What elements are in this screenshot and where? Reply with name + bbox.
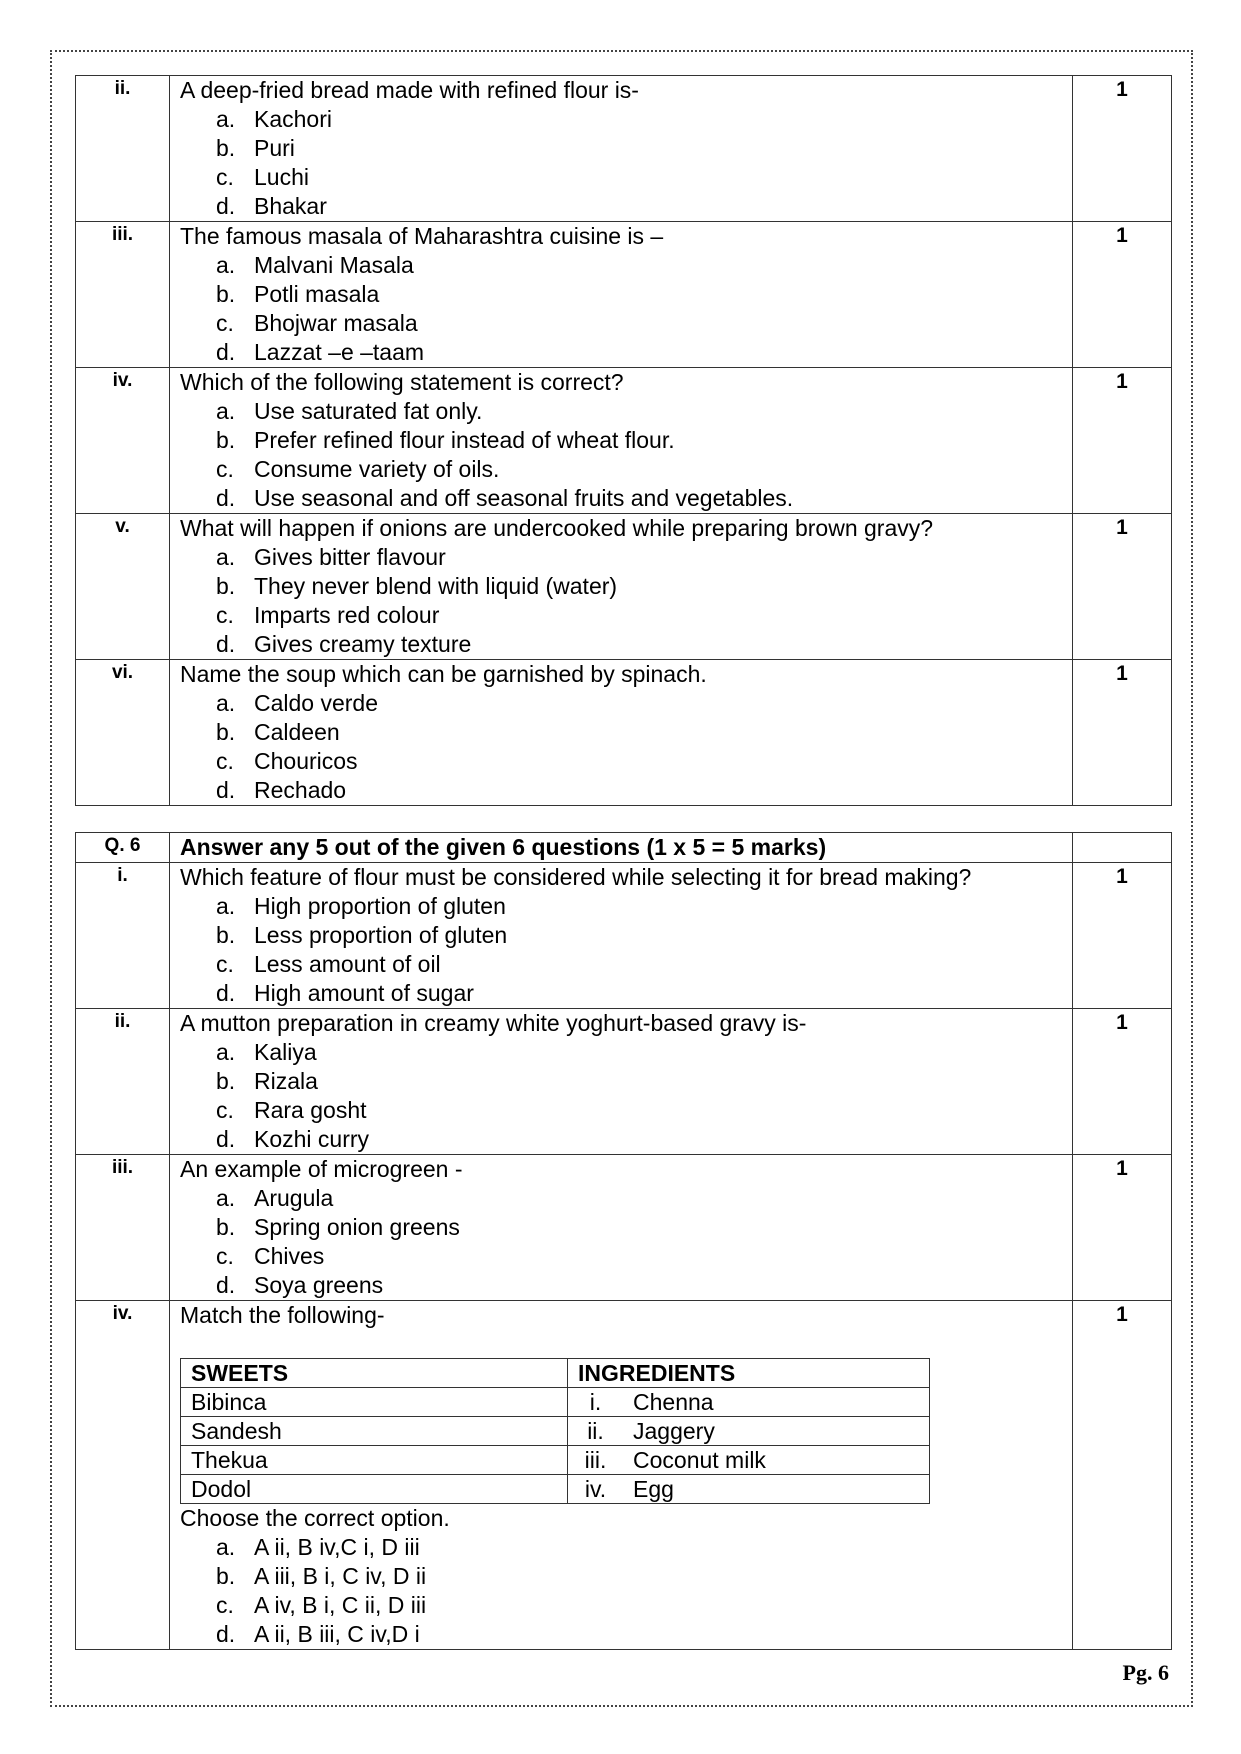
match-header-row [181, 1359, 930, 1388]
question-text: An example of microgreen - [180, 1156, 463, 1182]
option-letter: b. [216, 1563, 236, 1589]
question-row [76, 222, 1172, 368]
option-text: A ii, B iii, C iv,D i [254, 1621, 420, 1647]
option-text: Imparts red colour [254, 602, 440, 628]
option-item [216, 1242, 1072, 1271]
question-row [76, 1009, 1172, 1155]
question-marks: 1 [1073, 222, 1172, 368]
option-text: Potli masala [254, 281, 380, 307]
page-number: Pg. 6 [1122, 1660, 1169, 1685]
question-text: A mutton preparation in creamy white yoghurt-based gravy is- [180, 1010, 807, 1036]
match-roman: ii. [568, 1417, 624, 1446]
option-letter: b. [216, 1214, 236, 1240]
option-text: Rechado [254, 777, 347, 803]
option-item [216, 397, 1072, 426]
option-letter: d. [216, 1126, 236, 1152]
question-marks: 1 [1073, 1155, 1172, 1301]
question-cell [170, 863, 1073, 1009]
match-prompt: Choose the correct option. [180, 1505, 450, 1531]
option-text: High proportion of gluten [254, 893, 506, 919]
option-text: Soya greens [254, 1272, 384, 1298]
option-text: Rizala [254, 1068, 318, 1094]
option-letter: b. [216, 573, 236, 599]
question-text: Which feature of flour must be considered while selecting it for bread making? [180, 864, 972, 890]
match-row [181, 1446, 930, 1475]
option-text: Kozhi curry [254, 1126, 370, 1152]
option-item [216, 892, 1072, 921]
option-item [216, 979, 1072, 1008]
option-text: A iv, B i, C ii, D iii [254, 1592, 427, 1618]
option-letter: c. [216, 602, 234, 628]
match-ingredient: Egg [623, 1475, 930, 1504]
section-marks [1073, 833, 1172, 863]
option-letter: a. [216, 893, 236, 919]
option-item [216, 1096, 1072, 1125]
option-item [216, 426, 1072, 455]
option-item [216, 105, 1072, 134]
option-item [216, 950, 1072, 979]
question-cell [170, 76, 1073, 222]
option-text: Use seasonal and off seasonal fruits and vegetables. [254, 485, 794, 511]
question-marks: 1 [1073, 1301, 1172, 1650]
questions-table-part1 [75, 75, 1172, 806]
question-text: Match the following- [180, 1302, 385, 1328]
option-item [216, 251, 1072, 280]
option-item [216, 1620, 1072, 1649]
option-text: Caldo verde [254, 690, 379, 716]
question-text: What will happen if onions are undercooked while preparing brown gravy? [180, 515, 934, 541]
question-marks: 1 [1073, 368, 1172, 514]
option-letter: b. [216, 1068, 236, 1094]
option-text: Malvani Masala [254, 252, 414, 278]
option-list [180, 689, 1072, 805]
question-cell [170, 660, 1073, 806]
match-sweet: Bibinca [181, 1388, 568, 1417]
option-text: Gives bitter flavour [254, 544, 446, 570]
option-item [216, 309, 1072, 338]
option-text: Kachori [254, 106, 332, 132]
option-text: Bhojwar masala [254, 310, 418, 336]
question-row [76, 1155, 1172, 1301]
question-row [76, 863, 1172, 1009]
option-letter: d. [216, 1621, 236, 1647]
option-item [216, 747, 1072, 776]
option-item [216, 1533, 1072, 1562]
option-letter: b. [216, 719, 236, 745]
option-item [216, 630, 1072, 659]
match-roman: iii. [568, 1446, 624, 1475]
option-letter: d. [216, 193, 236, 219]
option-list [180, 251, 1072, 367]
match-sweet: Dodol [181, 1475, 568, 1504]
option-letter: c. [216, 164, 234, 190]
option-item [216, 1038, 1072, 1067]
option-text: Rara gosht [254, 1097, 367, 1123]
question-cell [170, 1301, 1073, 1650]
option-letter: a. [216, 1185, 236, 1211]
question-cell [170, 368, 1073, 514]
option-letter: d. [216, 980, 236, 1006]
question-number: iii. [76, 1155, 170, 1301]
option-list [180, 892, 1072, 1008]
option-text: Lazzat –e –taam [254, 339, 425, 365]
option-item [216, 572, 1072, 601]
option-letter: b. [216, 922, 236, 948]
option-text: Less proportion of gluten [254, 922, 508, 948]
match-col1-header: SWEETS [181, 1359, 568, 1388]
option-text: Kaliya [254, 1039, 317, 1065]
option-letter: c. [216, 748, 234, 774]
option-letter: c. [216, 310, 234, 336]
option-letter: d. [216, 485, 236, 511]
option-list [180, 105, 1072, 221]
question-text: The famous masala of Maharashtra cuisine is – [180, 223, 664, 249]
option-text: Gives creamy texture [254, 631, 472, 657]
option-list [180, 1184, 1072, 1300]
option-item [216, 1591, 1072, 1620]
option-item [216, 543, 1072, 572]
option-item [216, 718, 1072, 747]
option-letter: a. [216, 106, 236, 132]
match-row [181, 1417, 930, 1446]
option-letter: c. [216, 1243, 234, 1269]
match-row [181, 1388, 930, 1417]
match-ingredient: Chenna [623, 1388, 930, 1417]
option-letter: b. [216, 281, 236, 307]
option-text: Bhakar [254, 193, 327, 219]
question-number: vi. [76, 660, 170, 806]
option-item [216, 455, 1072, 484]
option-item [216, 689, 1072, 718]
option-text: A ii, B iv,C i, D iii [254, 1534, 420, 1560]
option-letter: d. [216, 631, 236, 657]
option-list [180, 1533, 1072, 1649]
option-text: Use saturated fat only. [254, 398, 483, 424]
question-row [76, 76, 1172, 222]
question-marks: 1 [1073, 76, 1172, 222]
option-letter: c. [216, 1592, 234, 1618]
question-row [76, 368, 1172, 514]
option-text: They never blend with liquid (water) [254, 573, 618, 599]
match-sweet: Thekua [181, 1446, 568, 1475]
option-letter: c. [216, 456, 234, 482]
section-number: Q. 6 [76, 833, 170, 863]
question-marks: 1 [1073, 1009, 1172, 1155]
match-question-row [76, 1301, 1172, 1650]
option-text: High amount of sugar [254, 980, 474, 1006]
option-text: Spring onion greens [254, 1214, 460, 1240]
option-item [216, 1125, 1072, 1154]
match-roman: iv. [568, 1475, 624, 1504]
option-item [216, 776, 1072, 805]
option-item [216, 484, 1072, 513]
option-item [216, 601, 1072, 630]
option-item [216, 280, 1072, 309]
question-cell [170, 514, 1073, 660]
question-cell [170, 1009, 1073, 1155]
question-number: v. [76, 514, 170, 660]
question-number: iv. [76, 1301, 170, 1650]
option-letter: d. [216, 777, 236, 803]
option-letter: b. [216, 135, 236, 161]
question-number: ii. [76, 1009, 170, 1155]
option-text: Less amount of oil [254, 951, 441, 977]
option-letter: b. [216, 427, 236, 453]
question-number: iii. [76, 222, 170, 368]
question-marks: 1 [1073, 660, 1172, 806]
option-letter: c. [216, 951, 234, 977]
question-text: Name the soup which can be garnished by spinach. [180, 661, 707, 687]
option-letter: c. [216, 1097, 234, 1123]
match-row [181, 1475, 930, 1504]
option-text: Caldeen [254, 719, 340, 745]
match-sweet: Sandesh [181, 1417, 568, 1446]
option-text: Chives [254, 1243, 325, 1269]
option-item [216, 338, 1072, 367]
option-item [216, 192, 1072, 221]
questions-table-q6 [75, 832, 1172, 1650]
question-row [76, 514, 1172, 660]
option-text: Puri [254, 135, 295, 161]
question-row [76, 660, 1172, 806]
question-cell [170, 222, 1073, 368]
section-instruction: Answer any 5 out of the given 6 questions (1 x 5 = 5 marks) [170, 833, 1073, 863]
match-roman: i. [568, 1388, 624, 1417]
option-item [216, 163, 1072, 192]
option-text: Arugula [254, 1185, 334, 1211]
match-ingredient: Coconut milk [623, 1446, 930, 1475]
option-letter: a. [216, 1534, 236, 1560]
option-text: Prefer refined flour instead of wheat flour. [254, 427, 675, 453]
option-item [216, 921, 1072, 950]
question-number: ii. [76, 76, 170, 222]
match-col2-header: INGREDIENTS [568, 1359, 930, 1388]
option-list [180, 397, 1072, 513]
option-letter: d. [216, 339, 236, 365]
option-text: Consume variety of oils. [254, 456, 500, 482]
option-letter: a. [216, 544, 236, 570]
option-letter: d. [216, 1272, 236, 1298]
question-cell [170, 1155, 1073, 1301]
section-header-row [76, 833, 1172, 863]
option-letter: a. [216, 398, 236, 424]
option-item [216, 1067, 1072, 1096]
option-text: Luchi [254, 164, 309, 190]
match-ingredient: Jaggery [623, 1417, 930, 1446]
option-list [180, 1038, 1072, 1154]
question-marks: 1 [1073, 514, 1172, 660]
option-item [216, 1213, 1072, 1242]
question-number: iv. [76, 368, 170, 514]
question-text: A deep-fried bread made with refined flour is- [180, 77, 639, 103]
option-item [216, 1271, 1072, 1300]
question-text: Which of the following statement is correct? [180, 369, 624, 395]
option-item [216, 1184, 1072, 1213]
option-text: A iii, B i, C iv, D ii [254, 1563, 427, 1589]
option-letter: a. [216, 252, 236, 278]
option-list [180, 543, 1072, 659]
option-text: Chouricos [254, 748, 358, 774]
match-table [180, 1358, 930, 1504]
option-item [216, 1562, 1072, 1591]
option-letter: a. [216, 1039, 236, 1065]
option-letter: a. [216, 690, 236, 716]
option-item [216, 134, 1072, 163]
question-marks: 1 [1073, 863, 1172, 1009]
question-number: i. [76, 863, 170, 1009]
